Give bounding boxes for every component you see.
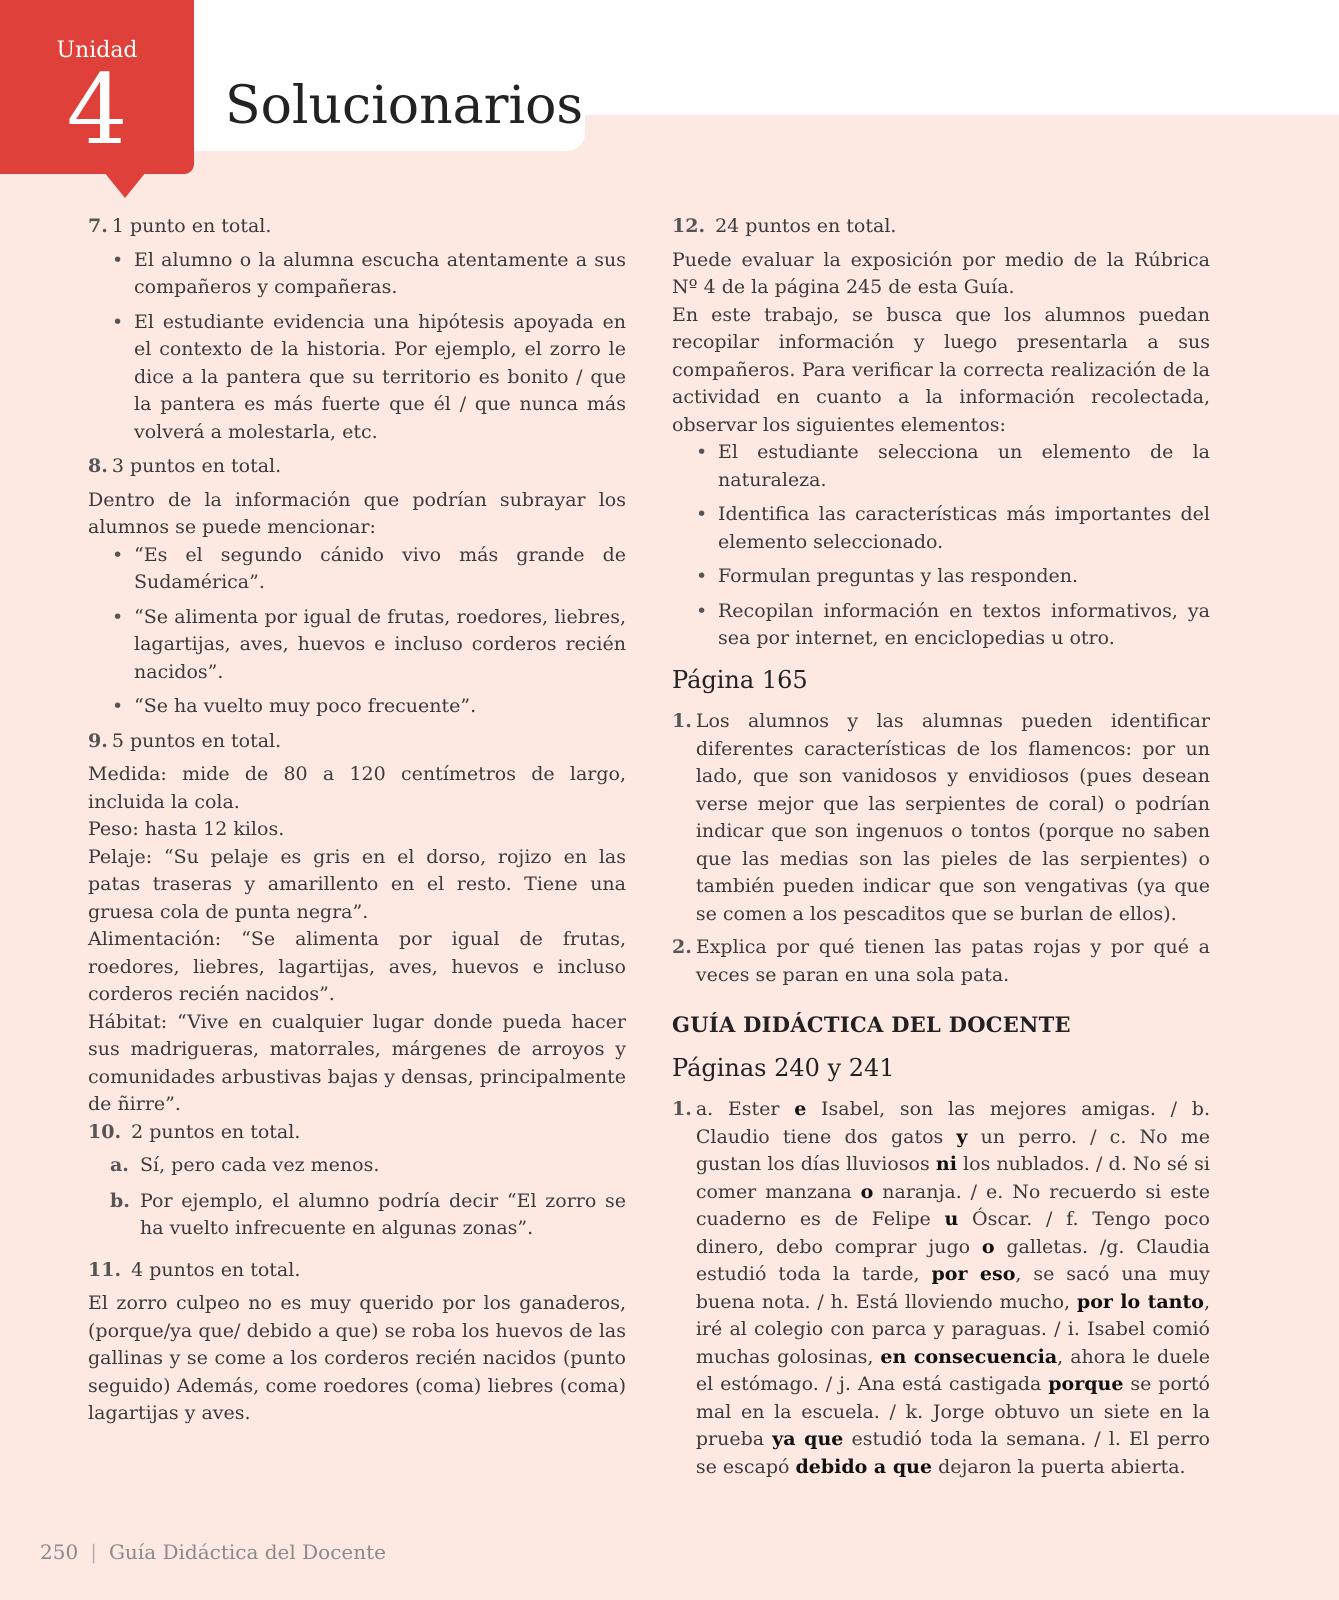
answer-keyword: o: [981, 1235, 995, 1258]
question-score: 5 puntos en total.: [111, 729, 282, 752]
sub-text: Por ejemplo, el alumno podría decir “El zorro se ha vuelto infrecuente en algunas zonas”.: [140, 1189, 626, 1239]
sub-letter: a.: [110, 1154, 129, 1176]
paragraph: Pelaje: “Su pelaje es gris en el dorso, rojizo en las patas traseras y amarillento en el resto. Tiene una gruesa cola de punta negra”.: [88, 845, 626, 923]
question-8: [88, 453, 626, 721]
unit-badge: [0, 0, 194, 174]
question-score: 1 punto en total.: [111, 215, 272, 237]
list-item: • “Se alimenta por igual de frutas, roedores, liebres, lagartijas, aves, huevos e incluso corderos recién nacidos”.: [112, 605, 626, 683]
bullet-icon: •: [696, 503, 708, 525]
answer-fragment: Óscar. / f. Tengo poco dinero, debo comprar jugo: [695, 1208, 1210, 1258]
list-item: • El estudiante selecciona un elemento de la naturaleza.: [696, 441, 1210, 491]
footer-title: Guía Didáctica del Docente: [108, 1540, 387, 1564]
bullet-icon: •: [696, 565, 708, 587]
page-footer: [40, 1540, 386, 1564]
answer-fragment: dejaron la puerta abierta.: [932, 1455, 1186, 1478]
question-9: [88, 728, 626, 1119]
question-12: [672, 213, 1210, 653]
section-title-page-165: Página 165: [672, 665, 808, 694]
paragraph: El zorro culpeo no es muy querido por los ganaderos, (porque/ya que/ debido a que) se roba los huevos de las gallinas y se come a los corderos recién nacidos (punto seguido) Además, come roedores (coma) liebres (coma) lagartijas y aves.: [88, 1292, 626, 1424]
paragraph: Peso: hasta 12 kilos.: [88, 818, 285, 840]
question-number: 1.: [672, 1098, 692, 1120]
sub-letter: b.: [110, 1189, 130, 1212]
paragraph: En este trabajo, se busca que los alumnos puedan recopilar información y luego presentarla a sus compañeros. Para verificar la correcta realización de la actividad en cuanto a la información recolectada, observar los siguientes elementos:: [672, 303, 1210, 436]
list-item: • Identifica las características más importantes del elemento seleccionado.: [696, 503, 1210, 553]
page-number: 250: [40, 1540, 79, 1564]
question-number: 12.: [672, 215, 706, 237]
page-title: Solucionarios: [225, 76, 584, 136]
answer-fragment: Isabel, son las mejores amigas. / b. Claudio tiene dos gatos: [695, 1098, 1211, 1148]
answer-keyword: porque: [1048, 1373, 1124, 1395]
list-item: • Formulan preguntas y las responden.: [694, 563, 1210, 591]
bullet-icon: •: [112, 543, 124, 566]
answer-fragment: se portó mal en la escuela. / k. Jorge obtuvo un siete en la prueba: [695, 1373, 1210, 1450]
answer-item: [672, 934, 1210, 989]
question-number: 11.: [88, 1258, 122, 1281]
question-score: 24 puntos en total.: [715, 215, 897, 237]
list-item: • “Es el segundo cánido vivo más grande de Sudamérica”.: [112, 543, 626, 593]
guide-section-title: GUÍA DIDÁCTICA DEL DOCENTE: [672, 1012, 1071, 1037]
answer-keyword: ni: [935, 1153, 957, 1175]
answer-text: [696, 1096, 1210, 1481]
footer-separator: |: [90, 1540, 97, 1564]
sub-item: [110, 1152, 626, 1180]
bullet-icon: •: [112, 695, 124, 717]
bullet-icon: •: [696, 441, 708, 463]
question-number: 1.: [672, 710, 692, 732]
answer-fragment: , ahora le duele el estómago. / j. Ana está castigada: [695, 1345, 1210, 1395]
left-column: [88, 213, 626, 1428]
question-number: 9.: [88, 729, 108, 752]
answer-item: [672, 708, 1210, 928]
answer-keyword: y: [956, 1125, 968, 1148]
question-score: 3 puntos en total.: [111, 455, 282, 477]
answer-text: Explica por qué tienen las patas rojas y por qué a veces se paran en una sola pata.: [695, 936, 1210, 986]
answer-keyword: por eso: [931, 1263, 1016, 1285]
bullet-icon: •: [112, 248, 124, 271]
sub-item: [110, 1188, 626, 1243]
question-7: [88, 213, 626, 446]
unit-badge-pointer: [104, 172, 146, 198]
answer-fragment: naranja. / e. No recuerdo si este cuaderno es de Felipe: [695, 1180, 1210, 1230]
question-number: 7.: [88, 215, 108, 237]
list-item: • El alumno o la alumna escucha atentamente a sus compañeros y compañeras.: [112, 248, 626, 298]
answer-keyword: por lo tanto: [1076, 1290, 1204, 1313]
list-item: • “Se ha vuelto muy poco frecuente”.: [110, 693, 626, 721]
question-score: 2 puntos en total.: [131, 1120, 301, 1143]
answer-keyword: ya que: [772, 1428, 844, 1450]
answer-fragment: a. Ester: [695, 1098, 795, 1120]
sub-text: Sí, pero cada vez menos.: [140, 1154, 380, 1176]
list-item: • Recopilan información en textos informativos, ya sea por internet, en enciclopedias u otro.: [696, 599, 1210, 649]
question-11: [88, 1257, 626, 1428]
unit-number: 4: [66, 54, 128, 166]
question-number: 2.: [672, 936, 692, 958]
paragraph: Medida: mide de 80 a 120 centímetros de largo, incluida la cola.: [88, 763, 626, 813]
list-item: • El estudiante evidencia una hipótesis apoyada en el contexto de la historia. Por ejemplo, el zorro le dice a la pantera que su territorio es bonito / que la pantera es más fuerte que él / que nunca más volverá a molestarla, etc.: [112, 310, 626, 443]
right-column: [672, 213, 1210, 1487]
bullet-icon: •: [696, 599, 708, 622]
question-number: 10.: [88, 1120, 122, 1143]
answer-fragment: , iré al colegio con parca y paraguas. / i. Isabel comió muchas golosinas,: [695, 1290, 1210, 1368]
bullet-icon: •: [112, 310, 124, 333]
answer-fragment: los nublados. / d. No sé si comer manzana: [695, 1153, 1211, 1203]
question-number: 8.: [88, 455, 108, 477]
answer-fragment: un perro. / c. No me gustan los días lluviosos: [695, 1125, 1210, 1175]
answer-fragment: , se sacó una muy buena nota. / h. Está lloviendo mucho,: [695, 1263, 1211, 1313]
answer-keyword: o: [860, 1180, 874, 1203]
question-score: 4 puntos en total.: [131, 1258, 301, 1281]
section-title-pages-240-241: Páginas 240 y 241: [672, 1053, 895, 1082]
unit-label: Unidad: [56, 38, 138, 63]
answer-keyword: en consecuencia: [880, 1345, 1058, 1368]
answer-keyword: e: [794, 1098, 807, 1120]
answer-text: Los alumnos y las alumnas pueden identificar diferentes características de los flamencos: por un lado, que son vanidosos y envidiosos (pues desean verse mejor que las serpientes de coral) o podrían indicar que son ingenuos o tontos (porque no saben que las medias son las pieles de las serpientes) o también pueden indicar que son vengativas (ya que se comen a los pescaditos que se burlan de ellos).: [695, 710, 1210, 925]
answer-keyword: u: [944, 1208, 959, 1230]
paragraph: Alimentación: “Se alimenta por igual de frutas, roedores, liebres, lagartijas, aves, huevos e incluso corderos recién nacidos”.: [88, 928, 626, 1005]
answer-fragment: estudió toda la semana. / l. El perro se escapó: [695, 1428, 1210, 1478]
question-10: [88, 1119, 626, 1243]
answer-fragment: galletas. /g. Claudia estudió toda la tarde,: [695, 1235, 1210, 1285]
paragraph: Puede evaluar la exposición por medio de la Rúbrica Nº 4 de la página 245 de esta Guía.: [672, 248, 1210, 298]
answer-keyword: debido a que: [795, 1455, 933, 1478]
paragraph: Dentro de la información que podrían subrayar los alumnos se puede mencionar:: [88, 488, 626, 538]
bullet-icon: •: [112, 605, 124, 628]
answer-item: [672, 1096, 1210, 1481]
paragraph: Hábitat: “Vive en cualquier lugar donde pueda hacer sus madrigueras, matorrales, márgenes de arroyos y comunidades arbustivas bajas y densas, principalmente de ñirre”.: [88, 1010, 626, 1115]
